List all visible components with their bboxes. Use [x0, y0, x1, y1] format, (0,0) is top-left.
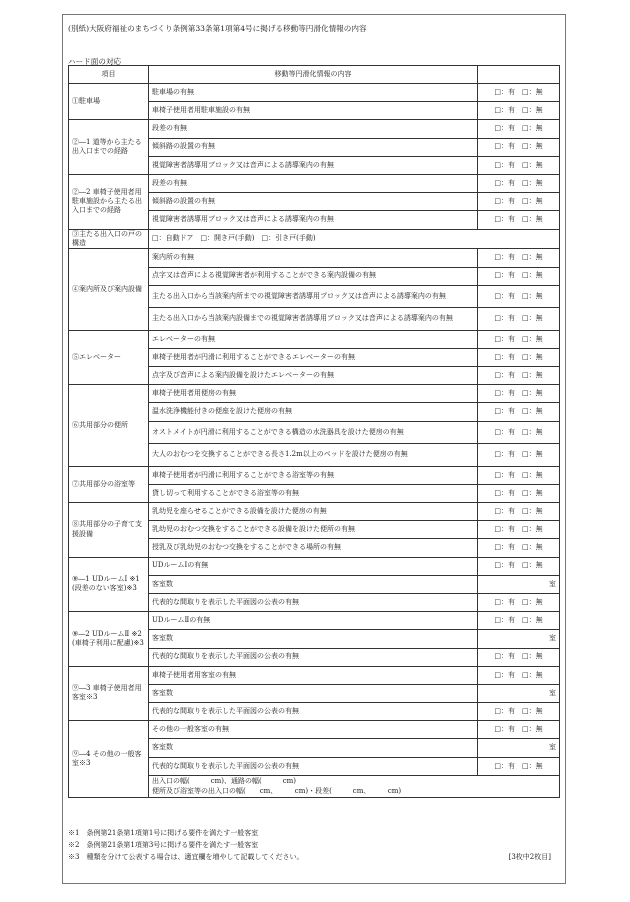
- content-cell: 代表的な間取りを表示した平面図の公表の有無: [149, 593, 478, 611]
- header-check: [478, 66, 560, 84]
- table-row: [69, 721, 560, 739]
- table-row: [69, 249, 560, 267]
- table-row: [69, 666, 560, 684]
- yes-no-checkbox[interactable]: □：有 □：無: [478, 484, 560, 502]
- header-content: 移動等円滑化情報の内容: [149, 66, 478, 84]
- footnote: ※2 条例第21条第1項第3号に掲げる要件を満たす一般客室: [68, 841, 259, 849]
- content-cell: 傾斜路の設置の有無: [149, 138, 478, 156]
- content-cell: 客室数: [149, 575, 478, 593]
- item-label: ⑦共用部分の浴室等: [69, 466, 149, 502]
- item-label: ⑧共用部分の子育て支援設備: [69, 503, 149, 558]
- content-cell: 客室数: [149, 684, 478, 702]
- content-cell: 視覚障害者誘導用ブロック又は音声による誘導案内の有無: [149, 156, 478, 174]
- yes-no-checkbox[interactable]: □：有 □：無: [478, 211, 560, 229]
- footnote: ※3 種類を分けて公表する場合は、適宜欄を増やして記載してください。: [68, 853, 304, 861]
- content-cell: 客室数: [149, 630, 478, 648]
- content-cell: その他の一般客室の有無: [149, 721, 478, 739]
- room-count-field[interactable]: 室: [478, 630, 560, 648]
- content-cell: 主たる出入口から当該案内設備までの視覚障害者誘導用ブロック又は音声による誘導案内の有無: [149, 308, 478, 331]
- yes-no-checkbox[interactable]: □：有 □：無: [478, 612, 560, 630]
- content-cell: 視覚障害者誘導用ブロック又は音声による誘導案内の有無: [149, 211, 478, 229]
- table-row: [69, 557, 560, 575]
- content-cell: 代表的な間取りを表示した平面図の公表の有無: [149, 648, 478, 666]
- content-cell: 乳幼児を座らせることができる設備を設けた便房の有無: [149, 503, 478, 521]
- yes-no-checkbox[interactable]: □：有 □：無: [478, 557, 560, 575]
- yes-no-checkbox[interactable]: □：有 □：無: [478, 102, 560, 120]
- content-cell: 車椅子使用者用便房の有無: [149, 385, 478, 403]
- yes-no-checkbox[interactable]: □：有 □：無: [478, 367, 560, 385]
- yes-no-checkbox[interactable]: □：有 □：無: [478, 503, 560, 521]
- item-label: ⑨―4 その他の一般客室※3: [69, 721, 149, 798]
- item-label: ④案内所及び案内設備: [69, 249, 149, 330]
- content-cell: 段差の有無: [149, 174, 478, 192]
- item-label: ⑨―2 UDルームⅡ ※2 (車椅子利用に配慮)※3: [69, 612, 149, 667]
- content-cell: 段差の有無: [149, 120, 478, 138]
- yes-no-checkbox[interactable]: □：有 □：無: [478, 703, 560, 721]
- room-count-field[interactable]: 室: [478, 684, 560, 702]
- yes-no-checkbox[interactable]: □：有 □：無: [478, 308, 560, 331]
- content-cell: エレベーターの有無: [149, 330, 478, 348]
- table-row: [69, 612, 560, 630]
- content-cell: 客室数: [149, 739, 478, 757]
- yes-no-checkbox[interactable]: □：有 □：無: [478, 403, 560, 421]
- content-cell: 車椅子使用者が円滑に利用することができるエレベーターの有無: [149, 348, 478, 366]
- header-item: 項目: [69, 66, 149, 84]
- yes-no-checkbox[interactable]: □：有 □：無: [478, 444, 560, 467]
- table-row: [69, 466, 560, 484]
- room-count-field[interactable]: 室: [478, 575, 560, 593]
- content-cell: オストメイトが円滑に利用することができる構造の水洗器具を設けた便房の有無: [149, 421, 478, 444]
- yes-no-checkbox[interactable]: □：有 □：無: [478, 285, 560, 308]
- yes-no-checkbox[interactable]: □：有 □：無: [478, 138, 560, 156]
- yes-no-checkbox[interactable]: □：有 □：無: [478, 539, 560, 557]
- table-header-row: [69, 66, 560, 84]
- table-row: [69, 174, 560, 192]
- yes-no-checkbox[interactable]: □：有 □：無: [478, 174, 560, 192]
- table-body: [69, 84, 560, 798]
- yes-no-checkbox[interactable]: □：有 □：無: [478, 521, 560, 539]
- content-cell: 点字又は音声による視覚障害者が利用することができる案内設備の有無: [149, 267, 478, 285]
- item-label: ⑨―1 UDルームⅠ ※1 (段差のない客室)※3: [69, 557, 149, 612]
- yes-no-checkbox[interactable]: □：有 □：無: [478, 648, 560, 666]
- item-label: ③主たる出入口の戸の構造: [69, 229, 149, 249]
- item-label: ⑥共用部分の便所: [69, 385, 149, 466]
- item-label: ②―2 車椅子使用者用駐車施設から主たる出入口までの経路: [69, 174, 149, 229]
- content-cell: UDルームⅡの有無: [149, 612, 478, 630]
- yes-no-checkbox[interactable]: □：有 □：無: [478, 757, 560, 775]
- footnotes: [68, 827, 559, 863]
- yes-no-checkbox[interactable]: □：有 □：無: [478, 330, 560, 348]
- mobility-info-table: [68, 65, 560, 798]
- table-row: [69, 385, 560, 403]
- content-cell: 傾斜路の設置の有無: [149, 193, 478, 211]
- content-cell: 乳幼児のおむつ交換をすることができる設備を設けた便所の有無: [149, 521, 478, 539]
- content-cell: 温水洗浄機能付きの便座を設けた便房の有無: [149, 403, 478, 421]
- yes-no-checkbox[interactable]: □：有 □：無: [478, 466, 560, 484]
- document-title: (別紙)大阪府福祉のまちづくり条例第33条第1項第4号に掲げる移動等円滑化情報の内容: [68, 24, 367, 33]
- table-row: [69, 84, 560, 102]
- yes-no-checkbox[interactable]: □：有 □：無: [478, 593, 560, 611]
- item-label: ②―1 道等から主たる出入口までの経路: [69, 120, 149, 175]
- item-label: ⑨―3 車椅子使用者用客室※3: [69, 666, 149, 721]
- content-cell: 代表的な間取りを表示した平面図の公表の有無: [149, 703, 478, 721]
- content-cell: UDルームⅠの有無: [149, 557, 478, 575]
- item-label: ①駐車場: [69, 84, 149, 120]
- yes-no-checkbox[interactable]: □：有 □：無: [478, 666, 560, 684]
- table-row: [69, 330, 560, 348]
- yes-no-checkbox[interactable]: □：有 □：無: [478, 385, 560, 403]
- table-row: [69, 229, 560, 249]
- item-label: ⑤エレベーター: [69, 330, 149, 385]
- yes-no-checkbox[interactable]: □：有 □：無: [478, 193, 560, 211]
- option-cell: □：自動ドア □：開き戸(手動) □：引き戸(手動): [149, 229, 560, 249]
- yes-no-checkbox[interactable]: □：有 □：無: [478, 120, 560, 138]
- sheet-number: [3枚中2枚目]: [508, 853, 551, 861]
- content-cell: 車椅子使用者用客室の有無: [149, 666, 478, 684]
- content-cell: 車椅子使用者用駐車施設の有無: [149, 102, 478, 120]
- content-cell: 主たる出入口から当該案内所までの視覚障害者誘導用ブロック又は音声による誘導案内の有無: [149, 285, 478, 308]
- yes-no-checkbox[interactable]: □：有 □：無: [478, 249, 560, 267]
- yes-no-checkbox[interactable]: □：有 □：無: [478, 421, 560, 444]
- content-cell: 駐車場の有無: [149, 84, 478, 102]
- footnote: ※1 条例第21条第1項第1号に掲げる要件を満たす一般客室: [68, 829, 259, 837]
- section-subtitle: ハード面の対応: [68, 57, 122, 66]
- content-cell: 案内所の有無: [149, 249, 478, 267]
- option-cell: 出入口の幅( cm)、通路の幅( cm) 便所及び浴室等の出入口の幅( cm、 cm)・段差( cm、 cm): [149, 775, 560, 798]
- room-count-field[interactable]: 室: [478, 739, 560, 757]
- yes-no-checkbox[interactable]: □：有 □：無: [478, 721, 560, 739]
- table-row: [69, 503, 560, 521]
- table-row: [69, 120, 560, 138]
- content-cell: 授乳及び乳幼児のおむつ交換をすることができる場所の有無: [149, 539, 478, 557]
- yes-no-checkbox[interactable]: □：有 □：無: [478, 156, 560, 174]
- yes-no-checkbox[interactable]: □：有 □：無: [478, 84, 560, 102]
- yes-no-checkbox[interactable]: □：有 □：無: [478, 267, 560, 285]
- content-cell: 大人のおむつを交換することができる長さ1.2m以上のベッドを設けた便房の有無: [149, 444, 478, 467]
- content-cell: 代表的な間取りを表示した平面図の公表の有無: [149, 757, 478, 775]
- content-cell: 車椅子使用者が円滑に利用することができる浴室等の有無: [149, 466, 478, 484]
- yes-no-checkbox[interactable]: □：有 □：無: [478, 348, 560, 366]
- content-cell: 貸し切って利用することができる浴室等の有無: [149, 484, 478, 502]
- content-cell: 点字及び音声による案内設備を設けたエレベーターの有無: [149, 367, 478, 385]
